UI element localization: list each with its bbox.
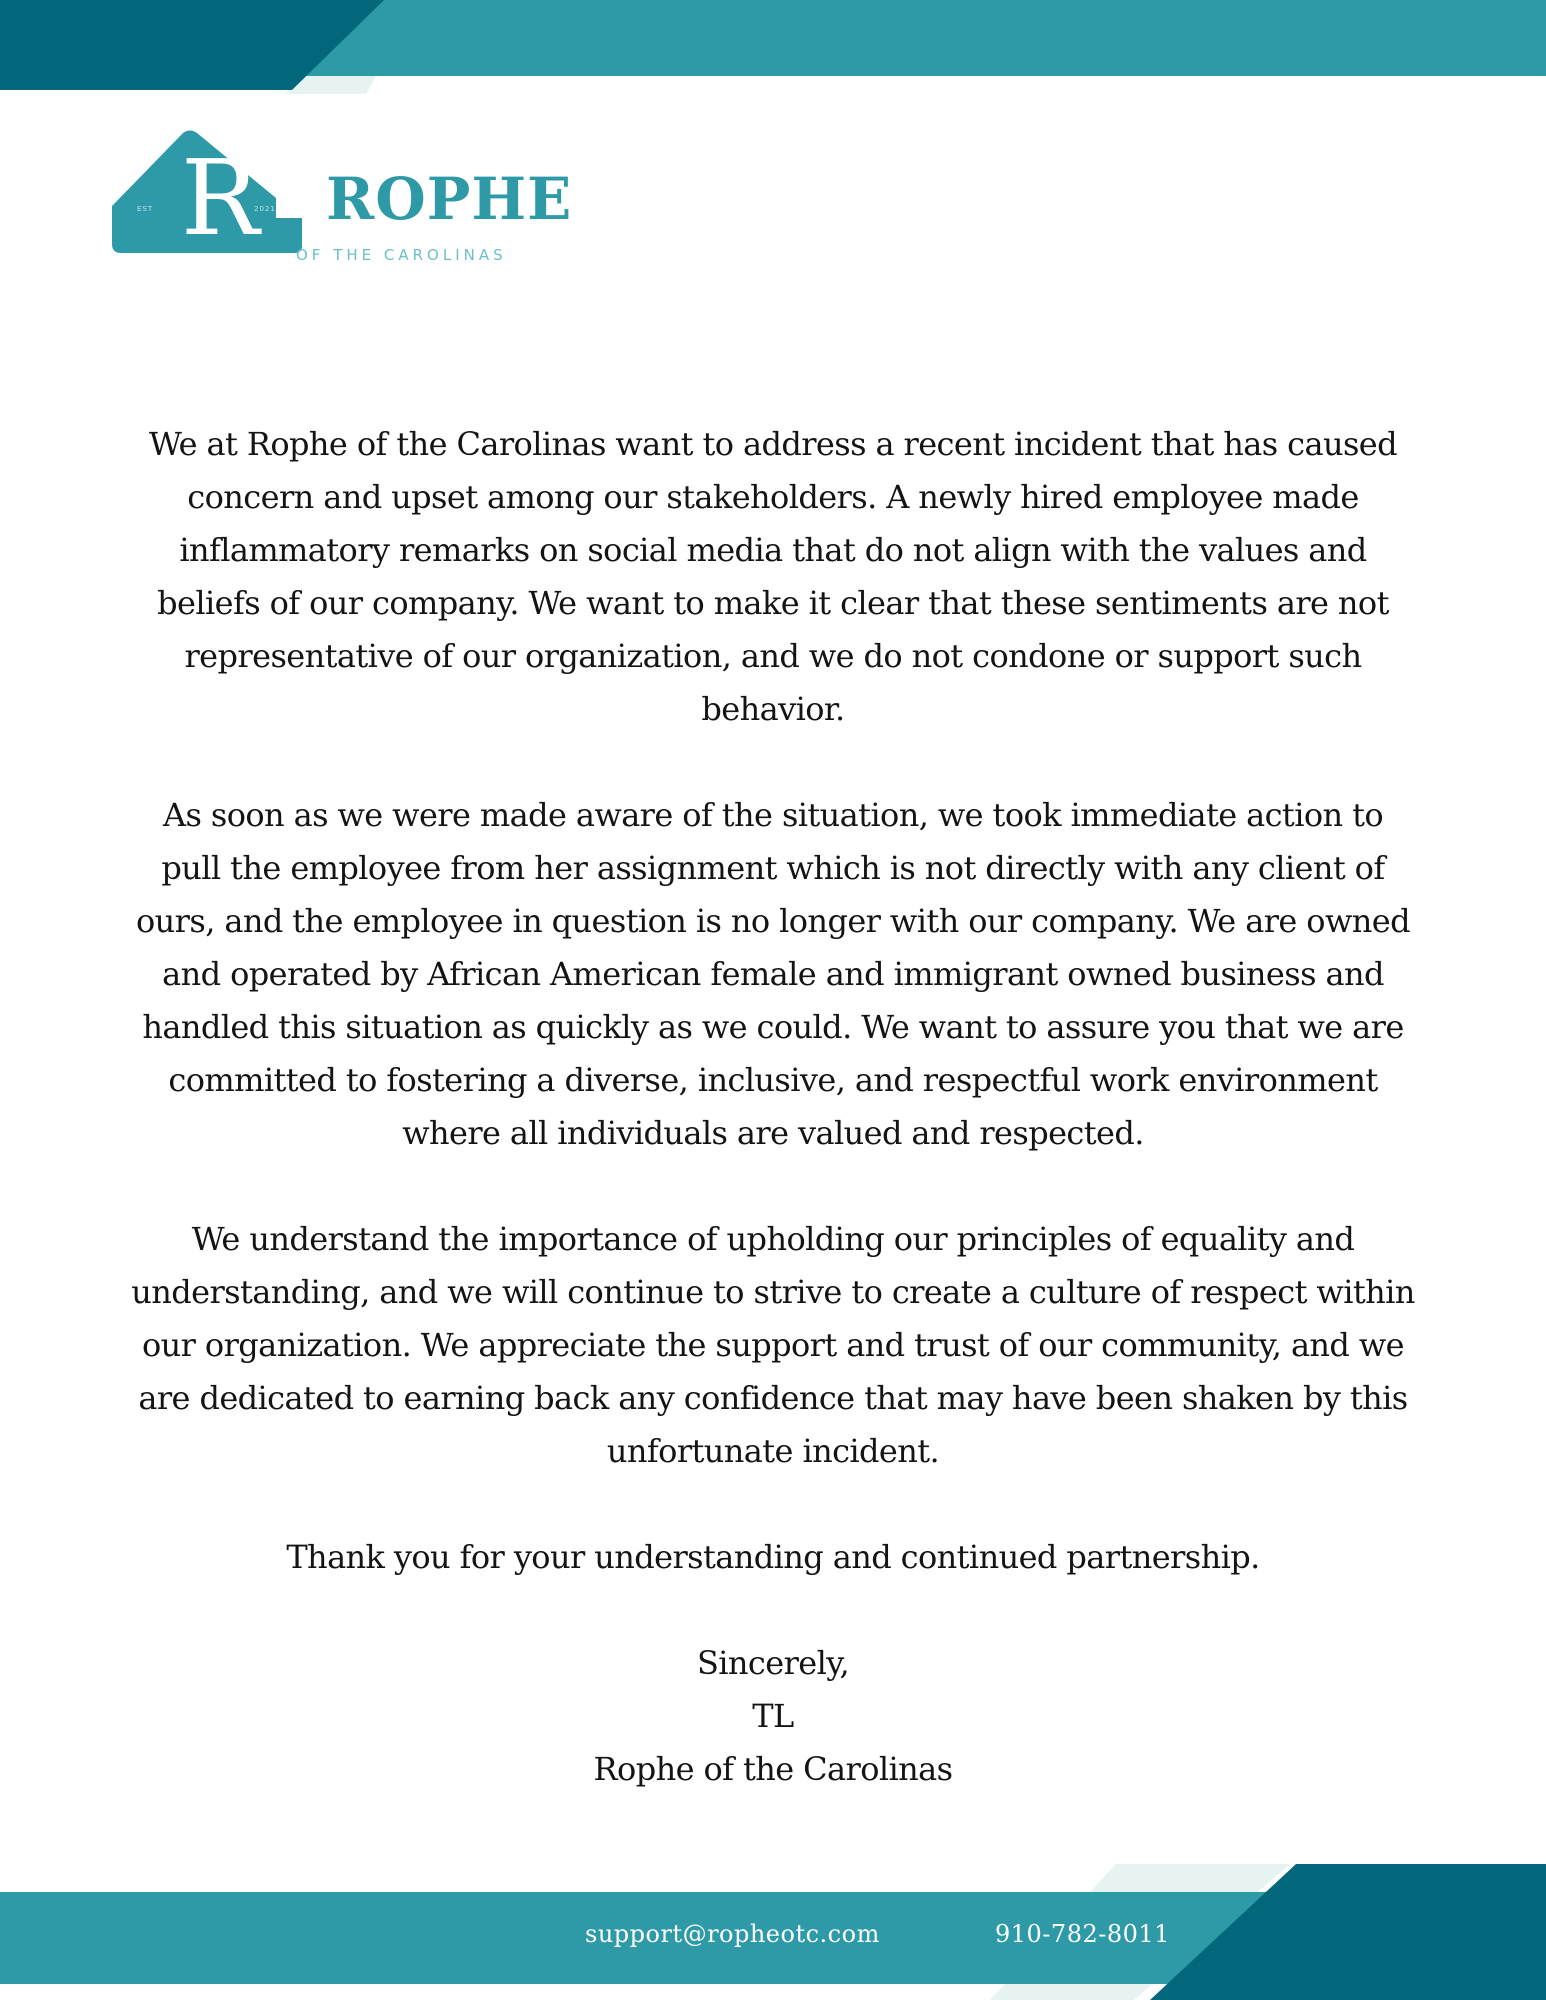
company-logo <box>112 128 582 278</box>
letter-paragraph-3: We understand the importance of upholding our principles of equality and understanding, and we will continue to strive to create a culture of respect within our organization. We appreciate the support and trust of our community, and we are dedicated to earning back any confidence that may have been shaken by this unfortunate incident. <box>131 1220 1415 1470</box>
footer-email-link[interactable]: support@ropheotc.com <box>585 1920 880 1948</box>
logo-letter: R <box>180 137 260 259</box>
letter-body <box>130 418 1416 1796</box>
letter-paragraph-2: As soon as we were made aware of the situation, we took immediate action to pull the employee from her assignment which is not directly with any client of ours, and the employee in question is no longer with our company. We are owned and operated by African American female and immigrant owned business and handled this situation as quickly as we could. We want to assure you that we are committed to fostering a diverse, inclusive, and respectful work environment where all individuals are valued and respected. <box>136 796 1410 1152</box>
letter-thanks: Thank you for your understanding and continued partnership. <box>286 1538 1260 1576</box>
letter-signer: TL <box>752 1697 794 1735</box>
brand-name: ROPHE <box>326 165 573 233</box>
logo-year: 2021 <box>254 205 276 213</box>
letter-organization: Rophe of the Carolinas <box>593 1750 953 1788</box>
footer-phone[interactable]: 910-782-8011 <box>995 1920 1170 1948</box>
letter-valediction: Sincerely, <box>696 1644 850 1682</box>
top-banner <box>0 0 1546 100</box>
brand-tagline: OF THE CAROLINAS <box>296 246 507 264</box>
logo-est: EST <box>137 205 154 213</box>
letter-paragraph-1: We at Rophe of the Carolinas want to address a recent incident that has caused concern and upset among our stakeholders. A newly hired employee made inflammatory remarks on social media that do not align with the values and beliefs of our company. We want to make it clear that these sentiments are not representative of our organization, and we do not condone or support such behavior. <box>148 425 1398 728</box>
letter-closing <box>130 1637 1416 1796</box>
